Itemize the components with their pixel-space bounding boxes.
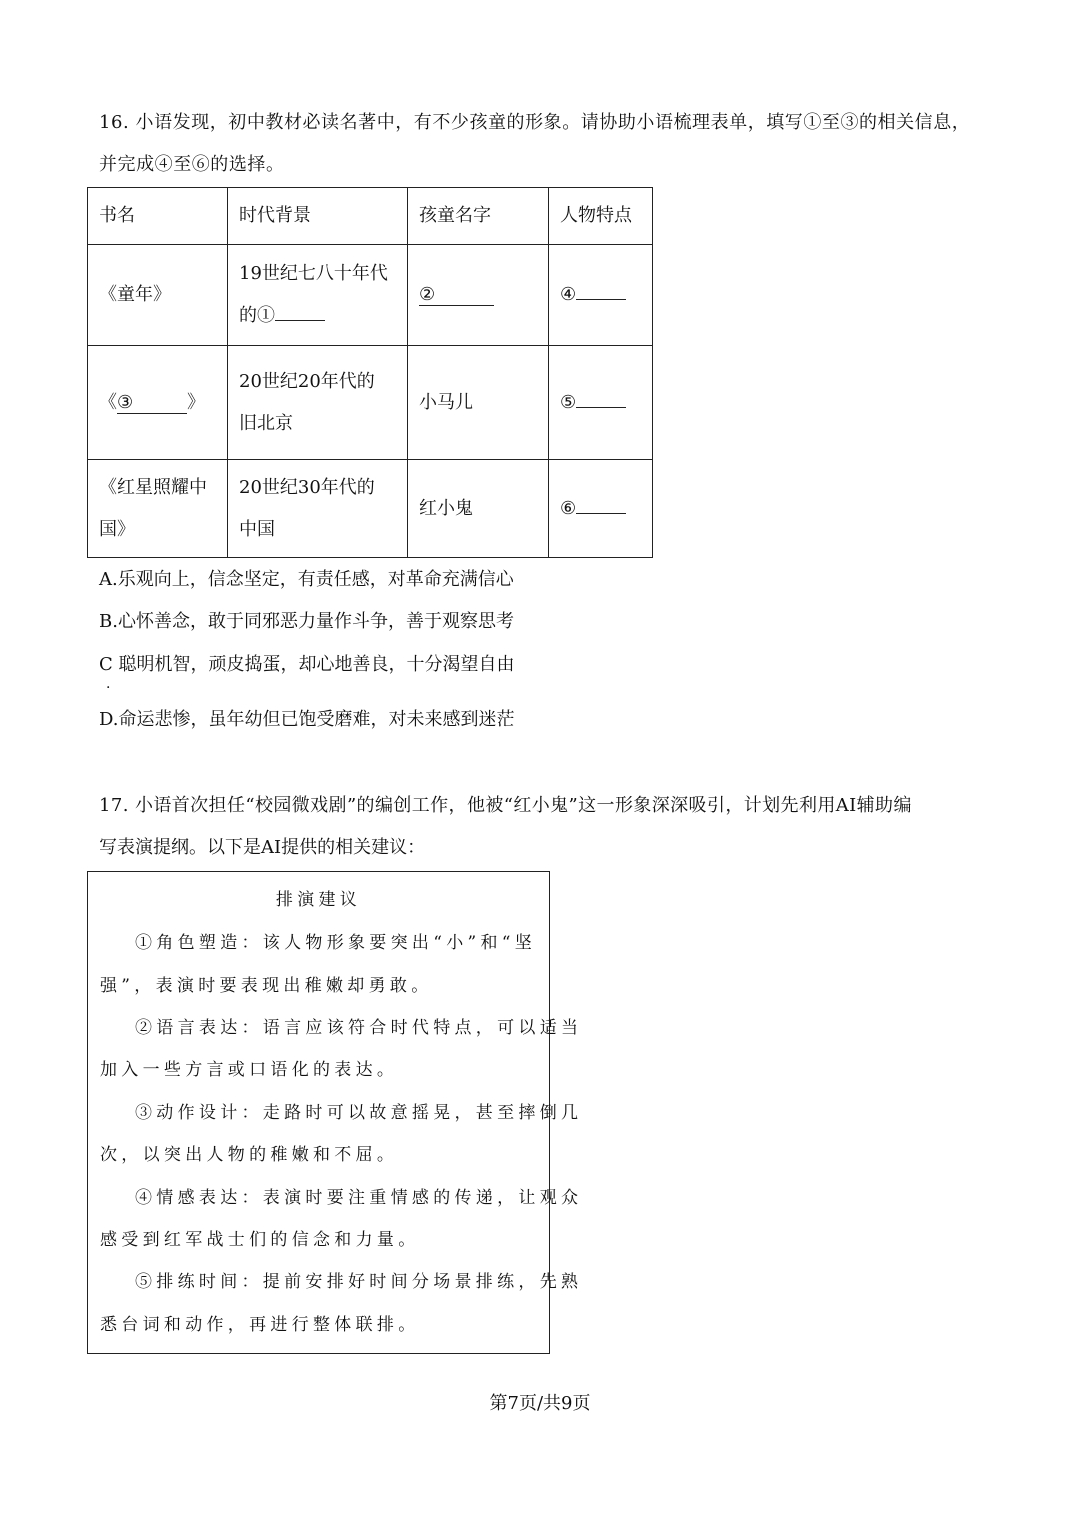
fill-blank-1[interactable]	[275, 320, 325, 321]
choice-label-6: ⑥	[560, 497, 577, 519]
choice-label-5: ⑤	[560, 391, 577, 413]
page-footer: 第7页/共9页	[489, 1393, 591, 1414]
option-c: C 聪明机智，顽皮捣蛋，却心地善良，十分渴望自由	[99, 654, 515, 675]
book-title: 《红星照耀中	[99, 476, 207, 498]
era-text: 20世纪30年代的	[239, 476, 375, 498]
box-line: ①角色塑造：该人物形象要突出“小”和“坚	[135, 933, 537, 953]
fill-blank-2[interactable]: ②	[419, 285, 494, 306]
bracket: 》	[187, 391, 205, 413]
option-d: D.命运悲惨，虽年幼但已饱受磨难，对未来感到迷茫	[99, 709, 515, 730]
era-text: 旧北京	[239, 412, 293, 434]
era-text-blank-label: 的①	[239, 305, 275, 326]
book-title: 国》	[99, 518, 135, 540]
box-line: 感受到红军战士们的信念和力量。	[100, 1230, 420, 1250]
table-row	[88, 245, 653, 346]
choice-blank-5[interactable]	[576, 407, 626, 408]
header-trait: 人物特点	[549, 188, 653, 245]
box-title: 排演建议	[275, 890, 362, 910]
header-book: 书名	[88, 188, 228, 245]
q17-prompt-line1: 17. 小语首次担任“校园微戏剧”的编创工作，他被“红小鬼”这一形象深深吸引，计划先利用AI辅助编	[99, 795, 912, 816]
children-characters-table	[87, 187, 653, 558]
box-line: 加入一些方言或口语化的表达。	[100, 1060, 399, 1080]
box-line: ⑤排练时间：提前安排好时间分场景排练，先熟	[135, 1272, 583, 1292]
q16-prompt-line2: 并完成④至⑥的选择。	[99, 154, 285, 175]
table-row	[88, 460, 653, 558]
fill-blank-3[interactable]: ③	[117, 393, 187, 414]
choice-blank-4[interactable]	[576, 299, 626, 300]
era-text: 20世纪20年代的	[239, 370, 375, 392]
header-era: 时代背景	[228, 188, 408, 245]
stray-dot: ·	[106, 680, 111, 696]
box-line: 次，以突出人物的稚嫩和不屈。	[100, 1145, 399, 1165]
option-b: B.心怀善念，敢于同邪恶力量作斗争，善于观察思考	[99, 611, 514, 632]
child-name: 小马儿	[408, 346, 549, 460]
option-a: A.乐观向上，信念坚定，有责任感，对革命充满信心	[99, 569, 514, 590]
era-text: 中国	[239, 518, 275, 540]
table-header-row	[88, 188, 653, 245]
box-line: 强”，表演时要表现出稚嫩却勇敢。	[100, 976, 433, 996]
q16-prompt-line1: 16. 小语发现，初中教材必读名著中，有不少孩童的形象。请协助小语梳理表单，填写①至③的相关信息，	[99, 112, 971, 133]
box-line: 悉台词和动作，再进行整体联排。	[100, 1315, 420, 1335]
header-child: 孩童名字	[408, 188, 549, 245]
box-line: ④情感表达：表演时要注重情感的传递，让观众	[135, 1188, 583, 1208]
table-row	[88, 346, 653, 460]
book-title: 《童年》	[99, 284, 171, 305]
rehearsal-suggestions-box	[87, 871, 583, 1354]
box-line: ②语言表达：语言应该符合时代特点，可以适当	[135, 1018, 583, 1038]
bracket: 《	[99, 391, 117, 413]
box-line: ③动作设计：走路时可以故意摇晃，甚至摔倒几	[135, 1103, 583, 1123]
choice-blank-6[interactable]	[576, 513, 626, 514]
q17-prompt-line2: 写表演提纲。以下是AI提供的相关建议：	[99, 837, 426, 858]
child-name: 红小鬼	[408, 460, 549, 558]
choice-label-4: ④	[560, 284, 577, 305]
era-text: 19世纪七八十年代	[239, 263, 388, 284]
